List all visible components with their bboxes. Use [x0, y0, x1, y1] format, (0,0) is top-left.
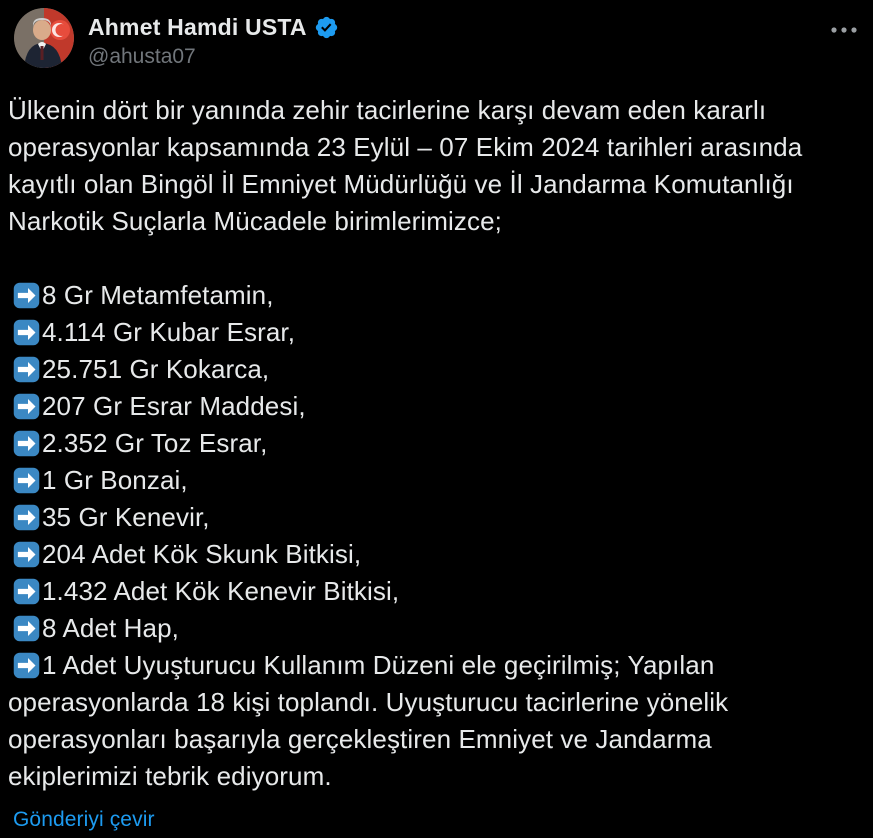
verified-badge-icon	[314, 15, 339, 40]
avatar[interactable]	[14, 8, 74, 68]
list-item-text: 1 Adet Uyuşturucu Kullanım Düzeni ele geçirilmiş; Yapılan operasyonlarda 18 kişi toplandı. Uyuşturucu tacirlerine yönelik operasyonları başarıyla gerçekleştiren Emniyet ve Jandarma ekiplerimizi tebrik ediyorum.	[8, 650, 729, 791]
list-item-text: 8 Adet Hap,	[42, 613, 179, 643]
author-info	[88, 8, 339, 69]
arrow-right-emoji	[13, 393, 40, 420]
list-item-text: 1.432 Adet Kök Kenevir Bitkisi,	[42, 576, 400, 606]
list-item	[8, 277, 847, 314]
list-item	[8, 425, 847, 462]
list-item-text: 1 Gr Bonzai,	[42, 465, 188, 495]
list-item	[8, 351, 847, 388]
translate-post-link[interactable]: Gönderiyi çevir	[13, 808, 155, 831]
list-item	[8, 388, 847, 425]
post-body	[8, 92, 847, 838]
arrow-right-emoji	[13, 504, 40, 531]
arrow-right-emoji	[13, 282, 40, 309]
arrow-right-emoji	[13, 541, 40, 568]
author-name[interactable]: Ahmet Hamdi USTA	[88, 14, 307, 40]
list-item	[8, 610, 847, 647]
arrow-right-emoji	[13, 578, 40, 605]
list-item-text: 204 Adet Kök Skunk Bitkisi,	[42, 539, 362, 569]
list-item-text: 4.114 Gr Kubar Esrar,	[42, 317, 296, 347]
more-menu-dots-icon	[831, 27, 857, 33]
author-handle[interactable]: @ahusta07	[88, 45, 196, 68]
list-item	[8, 536, 847, 573]
list-item-text: 35 Gr Kenevir,	[42, 502, 210, 532]
list-item-text: 2.352 Gr Toz Esrar,	[42, 428, 268, 458]
arrow-right-emoji	[13, 615, 40, 642]
list-item	[8, 314, 847, 351]
arrow-right-emoji	[13, 356, 40, 383]
author-name-row	[88, 14, 339, 41]
list-item-text: 8 Gr Metamfetamin,	[42, 280, 274, 310]
more-button[interactable]	[827, 18, 861, 42]
list-item	[8, 462, 847, 499]
list-item	[8, 499, 847, 536]
post-intro-text: Ülkenin dört bir yanında zehir tacirlerine karşı devam eden kararlı operasyonlar kapsamında 23 Eylül – 07 Ekim 2024 tarihleri arasında kayıtlı olan Bingöl İl Emniyet Müdürlüğü ve İl Jandarma Komutanlığı Narkotik Suçlarla Mücadele birimlerimizce;	[8, 95, 803, 236]
avatar-image	[14, 8, 74, 68]
list-item	[8, 573, 847, 610]
arrow-right-emoji	[13, 430, 40, 457]
list-item-text: 207 Gr Esrar Maddesi,	[42, 391, 306, 421]
arrow-right-emoji	[13, 467, 40, 494]
arrow-right-emoji	[13, 652, 40, 679]
post-header	[0, 0, 873, 69]
list-item	[8, 647, 847, 795]
arrow-right-emoji	[13, 319, 40, 346]
list-item-text: 25.751 Gr Kokarca,	[42, 354, 270, 384]
